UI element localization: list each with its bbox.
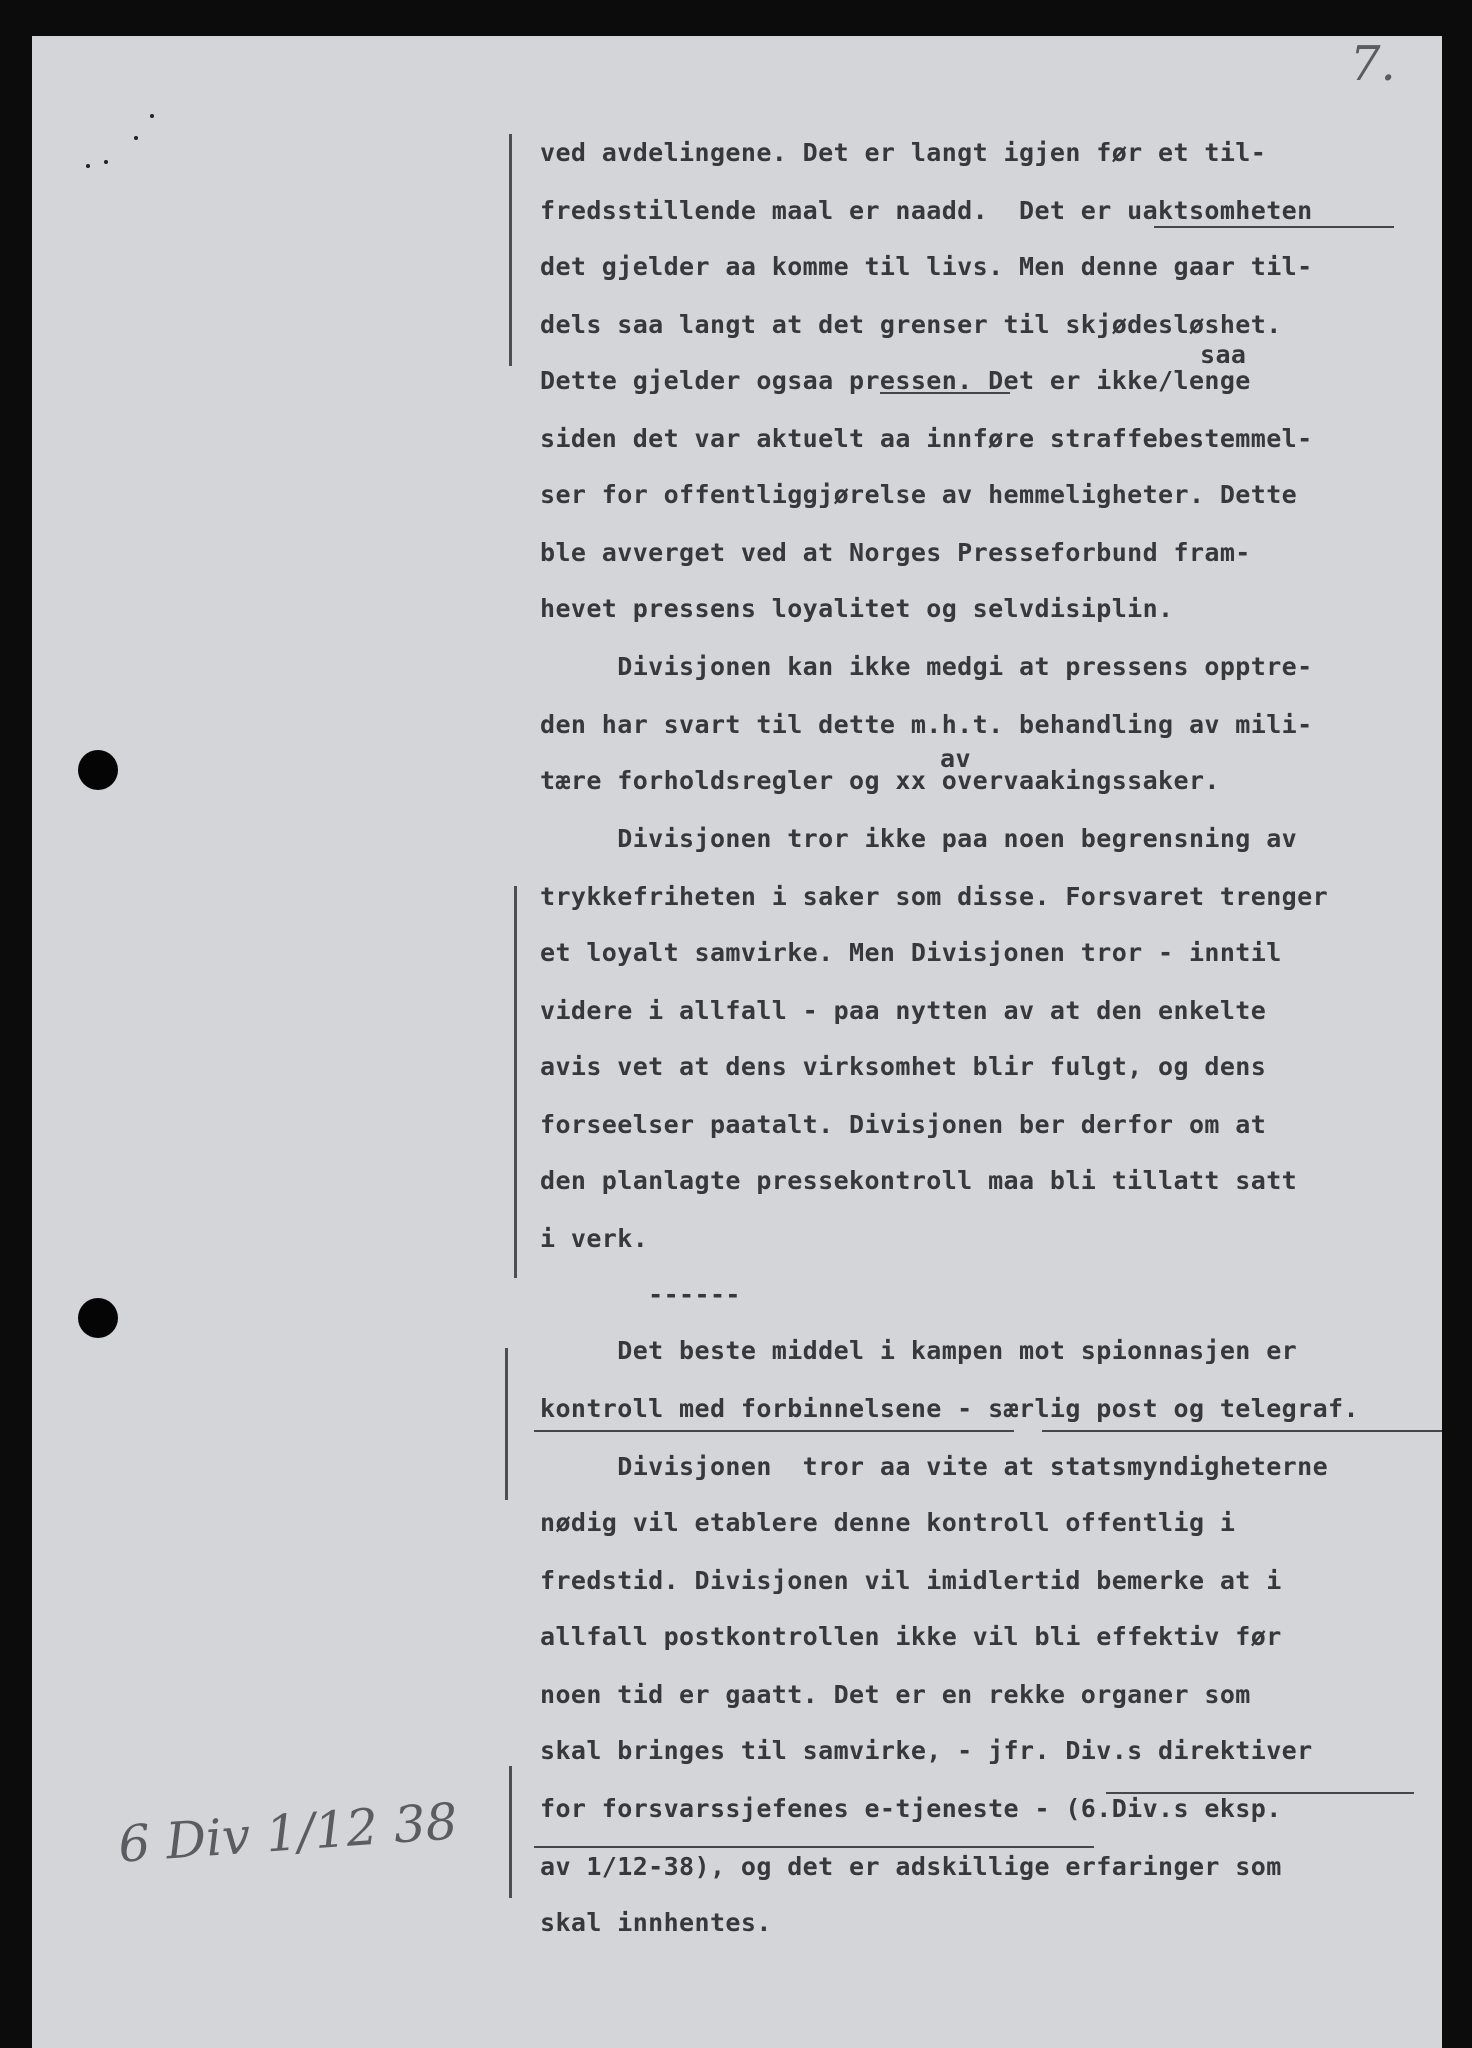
text-line: av 1/12-38), og det er adskillige erfaringer som [540,1852,1282,1881]
text-line: den har svart til dette m.h.t. behandling av mili- [540,710,1313,739]
underline-forsvarssjefenes [534,1846,1094,1848]
speck [134,136,138,140]
insertion-saa: saa [1200,340,1247,369]
document-page [32,36,1442,2048]
text-line: siden det var aktuelt aa innføre straffebestemmel- [540,424,1313,453]
text-line: Det beste middel i kampen mot spionnasjen er [540,1336,1298,1365]
text-line: skal bringes til samvirke, - jfr. Div.s direktiver [540,1736,1313,1765]
punch-hole-top [78,750,118,790]
text-line: ved avdelingene. Det er langt igjen før et til- [540,138,1267,167]
text-line: hevet pressens loyalitet og selvdisiplin. [540,594,1174,623]
speck [150,114,154,118]
text-line: fredsstillende maal er naadd. Det er uaktsomheten [540,196,1313,225]
text-line: Divisjonen tror ikke paa noen begrensning av [540,824,1298,853]
text-line: Dette gjelder ogsaa pressen. Det er ikke/lenge [540,366,1251,395]
text-line: noen tid er gaatt. Det er en rekke organer som [540,1680,1251,1709]
section-divider: ------ [540,1280,741,1309]
speck [104,160,108,164]
underline-post-telegraf [1042,1430,1442,1432]
text-line: fredstid. Divisjonen vil imidlertid bemerke at i [540,1566,1282,1595]
text-line: skal innhentes. [540,1908,772,1937]
punch-hole-bottom [78,1298,118,1338]
text-line: tære forholdsregler og xx overvaakingssaker. [540,766,1220,795]
margin-line-2 [514,886,517,1278]
text-line: ble avverget ved at Norges Presseforbund fram- [540,538,1251,567]
text-line: for forsvarssjefenes e-tjeneste - (6.Div.s eksp. [540,1794,1282,1823]
text-line: ser for offentliggjørelse av hemmeligheter. Dette [540,480,1298,509]
underline-uaktsomheten [1154,226,1394,228]
text-line: videre i allfall - paa nytten av at den enkelte [540,996,1267,1025]
text-line: trykkefriheten i saker som disse. Forsvaret trenger [540,882,1329,911]
text-line: et loyalt samvirke. Men Divisjonen tror - inntil [540,938,1282,967]
speck [86,164,90,168]
handwritten-margin-note: 6 Div 1/12 38 [116,1792,460,1874]
margin-line-3 [505,1348,508,1500]
text-line: forseelser paatalt. Divisjonen ber derfor om at [540,1110,1267,1139]
text-line: avis vet at dens virksomhet blir fulgt, og dens [540,1052,1267,1081]
margin-line-1 [509,134,512,366]
text-line: nødig vil etablere denne kontroll offentlig i [540,1508,1236,1537]
text-line: dels saa langt at det grenser til skjødesløshet. [540,310,1282,339]
text-line: Divisjonen tror aa vite at statsmyndigheterne [540,1452,1329,1481]
text-line: kontroll med forbinnelsene - særlig post og telegraf. [540,1394,1359,1423]
text-line: det gjelder aa komme til livs. Men denne gaar til- [540,252,1313,281]
text-line: den planlagte pressekontroll maa bli tillatt satt [540,1166,1298,1195]
insertion-av: av [940,744,971,773]
margin-line-4 [509,1766,512,1898]
text-line: i verk. [540,1224,649,1253]
page-number: 7. [1350,36,1396,92]
text-line: allfall postkontrollen ikke vil bli effektiv før [540,1622,1282,1651]
underline-kontroll [534,1430,1014,1432]
text-line: Divisjonen kan ikke medgi at pressens opptre- [540,652,1313,681]
